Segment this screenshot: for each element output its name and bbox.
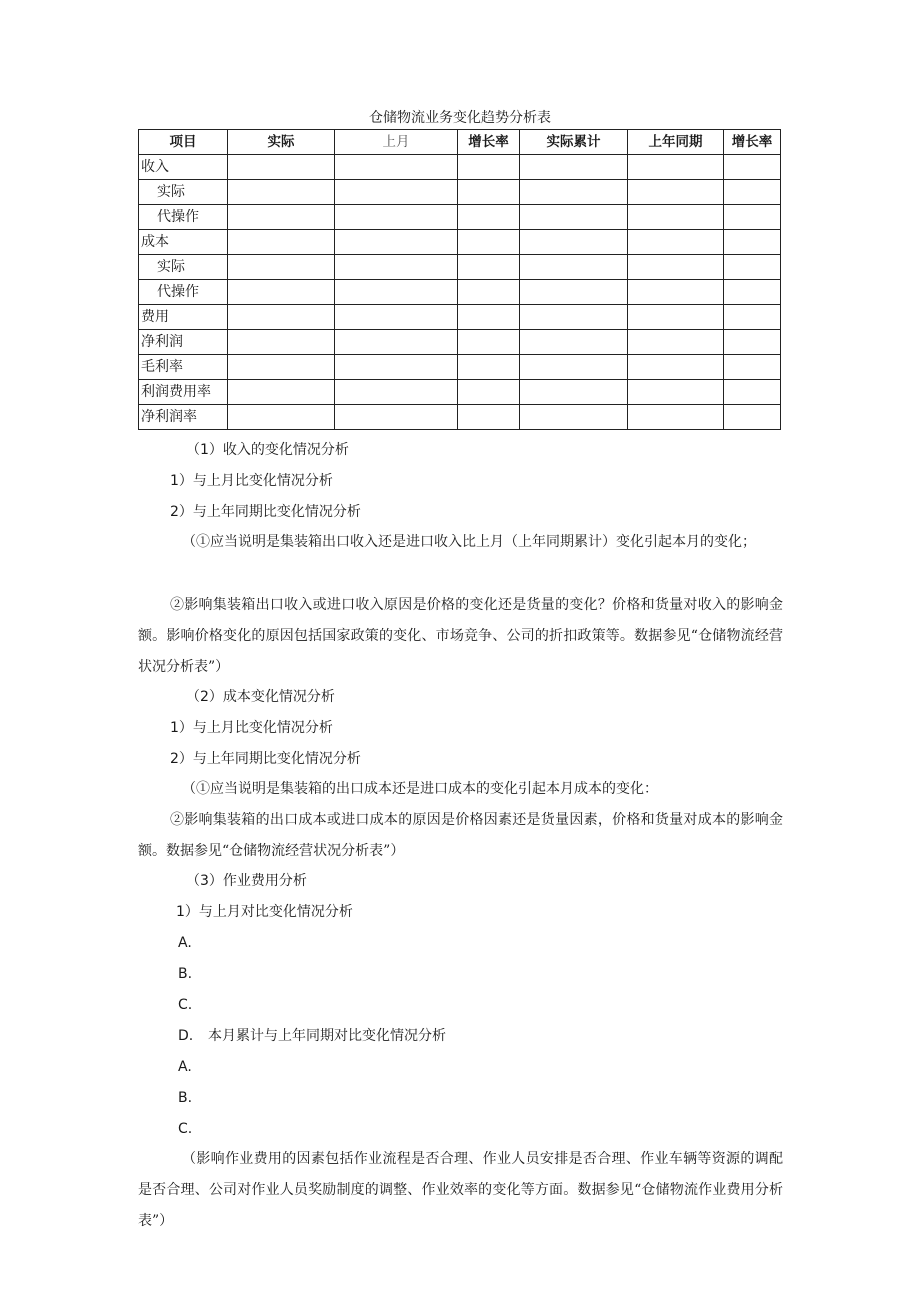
table-cell — [458, 330, 520, 355]
table-cell — [724, 355, 781, 380]
table-cell — [724, 305, 781, 330]
table-cell — [458, 405, 520, 430]
table-cell — [724, 205, 781, 230]
section-2-note-1: （①应当说明是集装箱的出口成本还是进口成本的变化引起本月成本的变化： — [182, 781, 658, 797]
table-row — [139, 355, 781, 380]
table-cell — [520, 330, 628, 355]
table-cell — [628, 155, 724, 180]
table-row — [139, 155, 781, 180]
table-row — [139, 405, 781, 430]
row-label: 成本 — [139, 230, 228, 255]
table-row — [139, 230, 781, 255]
section-1-heading: （1）收入的变化情况分析 — [186, 442, 349, 458]
col-header-item: 项目 — [139, 130, 228, 155]
row-label: 利润费用率 — [139, 380, 228, 405]
table-cell — [724, 255, 781, 280]
table-cell — [228, 305, 335, 330]
list-item-b: B. — [178, 966, 193, 982]
table-row — [139, 305, 781, 330]
table-cell — [458, 230, 520, 255]
table-cell — [520, 180, 628, 205]
row-label: 毛利率 — [139, 355, 228, 380]
table-cell — [628, 305, 724, 330]
row-label: 代操作 — [139, 280, 228, 305]
table-cell — [458, 355, 520, 380]
table-cell — [335, 280, 458, 305]
table-cell — [458, 180, 520, 205]
table-row — [139, 180, 781, 205]
table-row — [139, 205, 781, 230]
table-cell — [458, 205, 520, 230]
table-cell — [520, 230, 628, 255]
section-2-item-1: 1）与上月比变化情况分析 — [170, 720, 333, 736]
table-cell — [458, 280, 520, 305]
table-header-row — [139, 130, 781, 155]
section-3-heading: （3）作业费用分析 — [186, 873, 307, 889]
table-cell — [628, 330, 724, 355]
trend-analysis-table — [138, 129, 781, 430]
table-cell — [724, 280, 781, 305]
table-cell — [335, 230, 458, 255]
section-1-item-1: 1）与上月比变化情况分析 — [170, 473, 333, 489]
row-label: 实际 — [139, 255, 228, 280]
list-item-a: A. — [178, 1059, 192, 1075]
table-cell — [520, 380, 628, 405]
table-cell — [335, 380, 458, 405]
row-label: 净利润 — [139, 330, 228, 355]
table-cell — [228, 405, 335, 430]
table-cell — [628, 205, 724, 230]
table-cell — [335, 205, 458, 230]
table-cell — [228, 280, 335, 305]
section-3-item-2-marker: D. — [178, 1028, 194, 1044]
section-2-item-2: 2）与上年同期比变化情况分析 — [170, 751, 361, 767]
table-cell — [724, 405, 781, 430]
section-3-item-2: 本月累计与上年同期对比变化情况分析 — [208, 1028, 446, 1044]
table-row — [139, 330, 781, 355]
table-row — [139, 280, 781, 305]
table-cell — [520, 155, 628, 180]
table-cell — [628, 405, 724, 430]
table-cell — [228, 205, 335, 230]
table-cell — [228, 330, 335, 355]
table-cell — [520, 405, 628, 430]
table-cell — [520, 280, 628, 305]
table-cell — [724, 330, 781, 355]
table-cell — [724, 155, 781, 180]
table-cell — [228, 355, 335, 380]
list-item-b: B. — [178, 1090, 193, 1106]
document-title: 仓储物流业务变化趋势分析表 — [369, 110, 551, 126]
col-header-last-year-same-period: 上年同期 — [628, 130, 724, 155]
table-cell — [628, 180, 724, 205]
section-1-item-2: 2）与上年同期比变化情况分析 — [170, 504, 361, 520]
table-cell — [628, 230, 724, 255]
col-header-actual: 实际 — [228, 130, 335, 155]
row-label: 实际 — [139, 180, 228, 205]
section-1-note-2: ②影响集装箱出口收入或进口收入原因是价格的变化还是货量的变化？价格和货量对收入的影响金额。影响价格变化的原因包括国家政策的变化、市场竞争、公司的折扣政策等。数据参见“仓储物流经营状况分析表”） — [138, 597, 783, 675]
table-cell — [724, 230, 781, 255]
table-cell — [628, 280, 724, 305]
table-cell — [335, 155, 458, 180]
row-label: 代操作 — [139, 205, 228, 230]
table-cell — [520, 305, 628, 330]
section-1-note-1: （①应当说明是集装箱出口收入还是进口收入比上月（上年同期累计）变化引起本月的变化； — [182, 534, 756, 550]
col-header-actual-cumulative: 实际累计 — [520, 130, 628, 155]
row-label: 收入 — [139, 155, 228, 180]
table-cell — [520, 205, 628, 230]
list-item-c: C. — [178, 1121, 193, 1137]
row-label: 净利润率 — [139, 405, 228, 430]
list-item-c: C. — [178, 997, 193, 1013]
section-2-note-2: ②影响集装箱的出口成本或进口成本的原因是价格因素还是货量因素，价格和货量对成本的影响金额。数据参见“仓储物流经营状况分析表”） — [138, 812, 783, 859]
table-cell — [335, 330, 458, 355]
table-row — [139, 380, 781, 405]
table-cell — [458, 380, 520, 405]
row-label: 费用 — [139, 305, 228, 330]
table-cell — [458, 255, 520, 280]
table-cell — [228, 230, 335, 255]
section-3-item-1: 1）与上月对比变化情况分析 — [176, 904, 353, 920]
table-cell — [228, 180, 335, 205]
table-cell — [228, 155, 335, 180]
table-cell — [335, 180, 458, 205]
table-cell — [335, 355, 458, 380]
table-row — [139, 255, 781, 280]
table-cell — [458, 305, 520, 330]
table-cell — [520, 355, 628, 380]
table-cell — [335, 305, 458, 330]
section-2-heading: （2）成本变化情况分析 — [186, 689, 335, 705]
list-item-a: A. — [178, 935, 192, 951]
table-cell — [628, 355, 724, 380]
table-cell — [724, 380, 781, 405]
table-cell — [335, 405, 458, 430]
table-cell — [628, 380, 724, 405]
table-cell — [724, 180, 781, 205]
table-cell — [335, 255, 458, 280]
section-3-note: （影响作业费用的因素包括作业流程是否合理、作业人员安排是否合理、作业车辆等资源的调配是否合理、公司对作业人员奖励制度的调整、作业效率的变化等方面。数据参见“仓储物流作业费用分析表”） — [138, 1151, 783, 1229]
col-header-growth-rate: 增长率 — [458, 130, 520, 155]
table-cell — [228, 380, 335, 405]
table-cell — [458, 155, 520, 180]
table-cell — [628, 255, 724, 280]
table-cell — [228, 255, 335, 280]
table-cell — [520, 255, 628, 280]
col-header-last-month: 上月 — [335, 130, 458, 155]
col-header-growth-rate-2: 增长率 — [724, 130, 781, 155]
